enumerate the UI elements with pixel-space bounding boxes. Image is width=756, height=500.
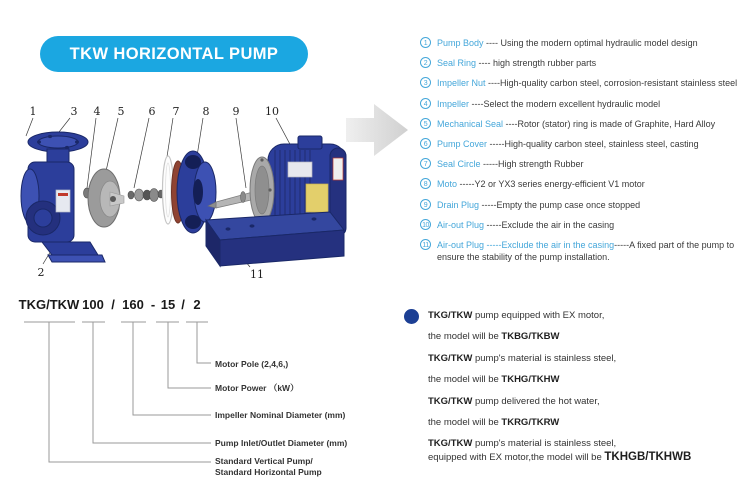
parts-list-item — [420, 57, 756, 69]
label-standard-pump-line1: Standard Vertical Pump/ — [215, 456, 313, 466]
part-desc: -----Y2 or YX3 series energy-efficient V1 motor — [457, 179, 645, 190]
part-number-label: 2 — [37, 266, 45, 279]
part-number-label: 4 — [93, 105, 101, 118]
note-line: the model will be TKHG/TKHW — [428, 374, 560, 386]
model-code-token: 160 — [122, 297, 144, 312]
label-standard-pump-line2: Standard Horizontal Pump — [215, 467, 322, 477]
notes-section — [428, 309, 748, 473]
parts-list-item — [420, 118, 756, 130]
circled-number: 4 — [420, 98, 431, 109]
model-code-token: 15 — [160, 297, 176, 312]
circled-number: 8 — [420, 178, 431, 189]
part-name: Impeller Nut — [437, 78, 486, 89]
circled-number: 1 — [420, 37, 431, 48]
circled-number: 10 — [420, 219, 431, 230]
parts-list-item — [420, 199, 756, 211]
circled-number: 11 — [420, 239, 431, 250]
part-number-label: 8 — [202, 105, 210, 118]
part-name: Seal Circle — [437, 159, 481, 170]
label-motor-power: Motor Power （kW） — [215, 383, 299, 393]
part-number-label: 1 — [29, 105, 37, 118]
model-code-token: TKG/TKW — [18, 297, 80, 312]
circled-number: 9 — [420, 199, 431, 210]
part-name: Air-out Plug -----Exclude the air in the casing — [437, 240, 615, 251]
circled-number: 7 — [420, 158, 431, 169]
label-inlet-outlet-diameter: Pump Inlet/Outlet Diameter (mm) — [215, 438, 348, 448]
impeller — [88, 169, 124, 227]
title-banner — [40, 36, 308, 72]
circled-number: 6 — [420, 138, 431, 149]
part-name: Pump Cover — [437, 139, 488, 150]
circled-number: 5 — [420, 118, 431, 129]
note-line: the model will be TKBG/TKBW — [428, 331, 560, 343]
parts-list-item — [420, 138, 756, 150]
part-desc: ---- high strength rubber parts — [476, 58, 597, 69]
model-code-token: / — [111, 297, 115, 312]
note-line: TKG/TKW pump's material is stainless steel, — [428, 438, 617, 450]
part-number-label: 6 — [148, 105, 156, 118]
note-line: the model will be TKRG/TKRW — [428, 416, 560, 428]
parts-list-item — [420, 77, 756, 89]
parts-list-item — [420, 239, 756, 264]
parts-list-item — [420, 158, 756, 170]
label-impeller-diameter: Impeller Nominal Diameter (mm) — [215, 410, 346, 420]
part-desc: -----High strength Rubber — [480, 159, 584, 170]
parts-list — [420, 37, 756, 272]
circled-number: 3 — [420, 77, 431, 88]
parts-list-item — [420, 219, 756, 231]
part-desc: -----High-quality carbon steel, stainless steel, casting — [487, 139, 699, 150]
part-desc: -----A fixed part of the pump to ensure the stability of the pump installation. — [437, 240, 735, 263]
note-line: TKG/TKW pump's material is stainless steel, — [428, 352, 617, 364]
page-title: TKW HORIZONTAL PUMP — [69, 44, 279, 63]
part-name: Mechanical Seal — [437, 118, 504, 129]
label-motor-pole: Motor Pole (2,4,6,) — [215, 359, 289, 369]
model-code-token: / — [181, 297, 185, 312]
model-code-connector-lines — [20, 314, 215, 489]
parts-list-item — [420, 178, 756, 190]
circled-number: 2 — [420, 57, 431, 68]
note-line: equipped with EX motor,the model will be TKHGB/TKHWB — [428, 451, 692, 464]
part-number-label: 10 — [265, 105, 279, 118]
mechanical-seal-parts — [128, 189, 164, 202]
parts-list-item — [420, 37, 756, 49]
note-line: TKG/TKW pump delivered the hot water, — [428, 395, 600, 407]
note-line: TKG/TKW pump equipped with EX motor, — [428, 310, 605, 321]
part-name: Air-out Plug — [437, 219, 485, 230]
part-desc: ----High-quality carbon steel, corrosion-resistant stainless steel — [485, 78, 738, 89]
bullet-icon — [404, 309, 419, 324]
part-number-label: 11 — [250, 268, 264, 281]
part-desc: -----Exclude the air in the casing — [484, 219, 615, 230]
model-code-token: - — [150, 297, 156, 312]
base-plate — [206, 212, 344, 266]
part-name: Seal Ring — [437, 58, 477, 69]
part-name: Impeller — [437, 98, 470, 109]
part-desc: ---- Using the modern optimal hydraulic model design — [483, 38, 698, 48]
part-name: Pump Body — [437, 38, 484, 48]
part-desc: -----Empty the pump case once stopped — [479, 199, 641, 210]
pump-exploded-diagram — [12, 98, 362, 293]
parts-list-item — [420, 98, 756, 110]
part-number-label: 5 — [117, 105, 125, 118]
part-name: Drain Plug — [437, 199, 480, 210]
part-desc: ----Select the modern excellent hydraulic model — [469, 98, 661, 109]
part-desc: ----Rotor (stator) ring is made of Graphite, Hard Alloy — [503, 118, 716, 129]
part-number-label: 7 — [172, 105, 180, 118]
model-code-token: 2 — [193, 297, 201, 312]
part-number-label: 9 — [232, 105, 240, 118]
right-arrow-icon — [344, 100, 414, 162]
model-code-token: 100 — [82, 297, 104, 312]
part-number-label: 3 — [70, 105, 78, 118]
part-name: Moto — [437, 179, 458, 190]
